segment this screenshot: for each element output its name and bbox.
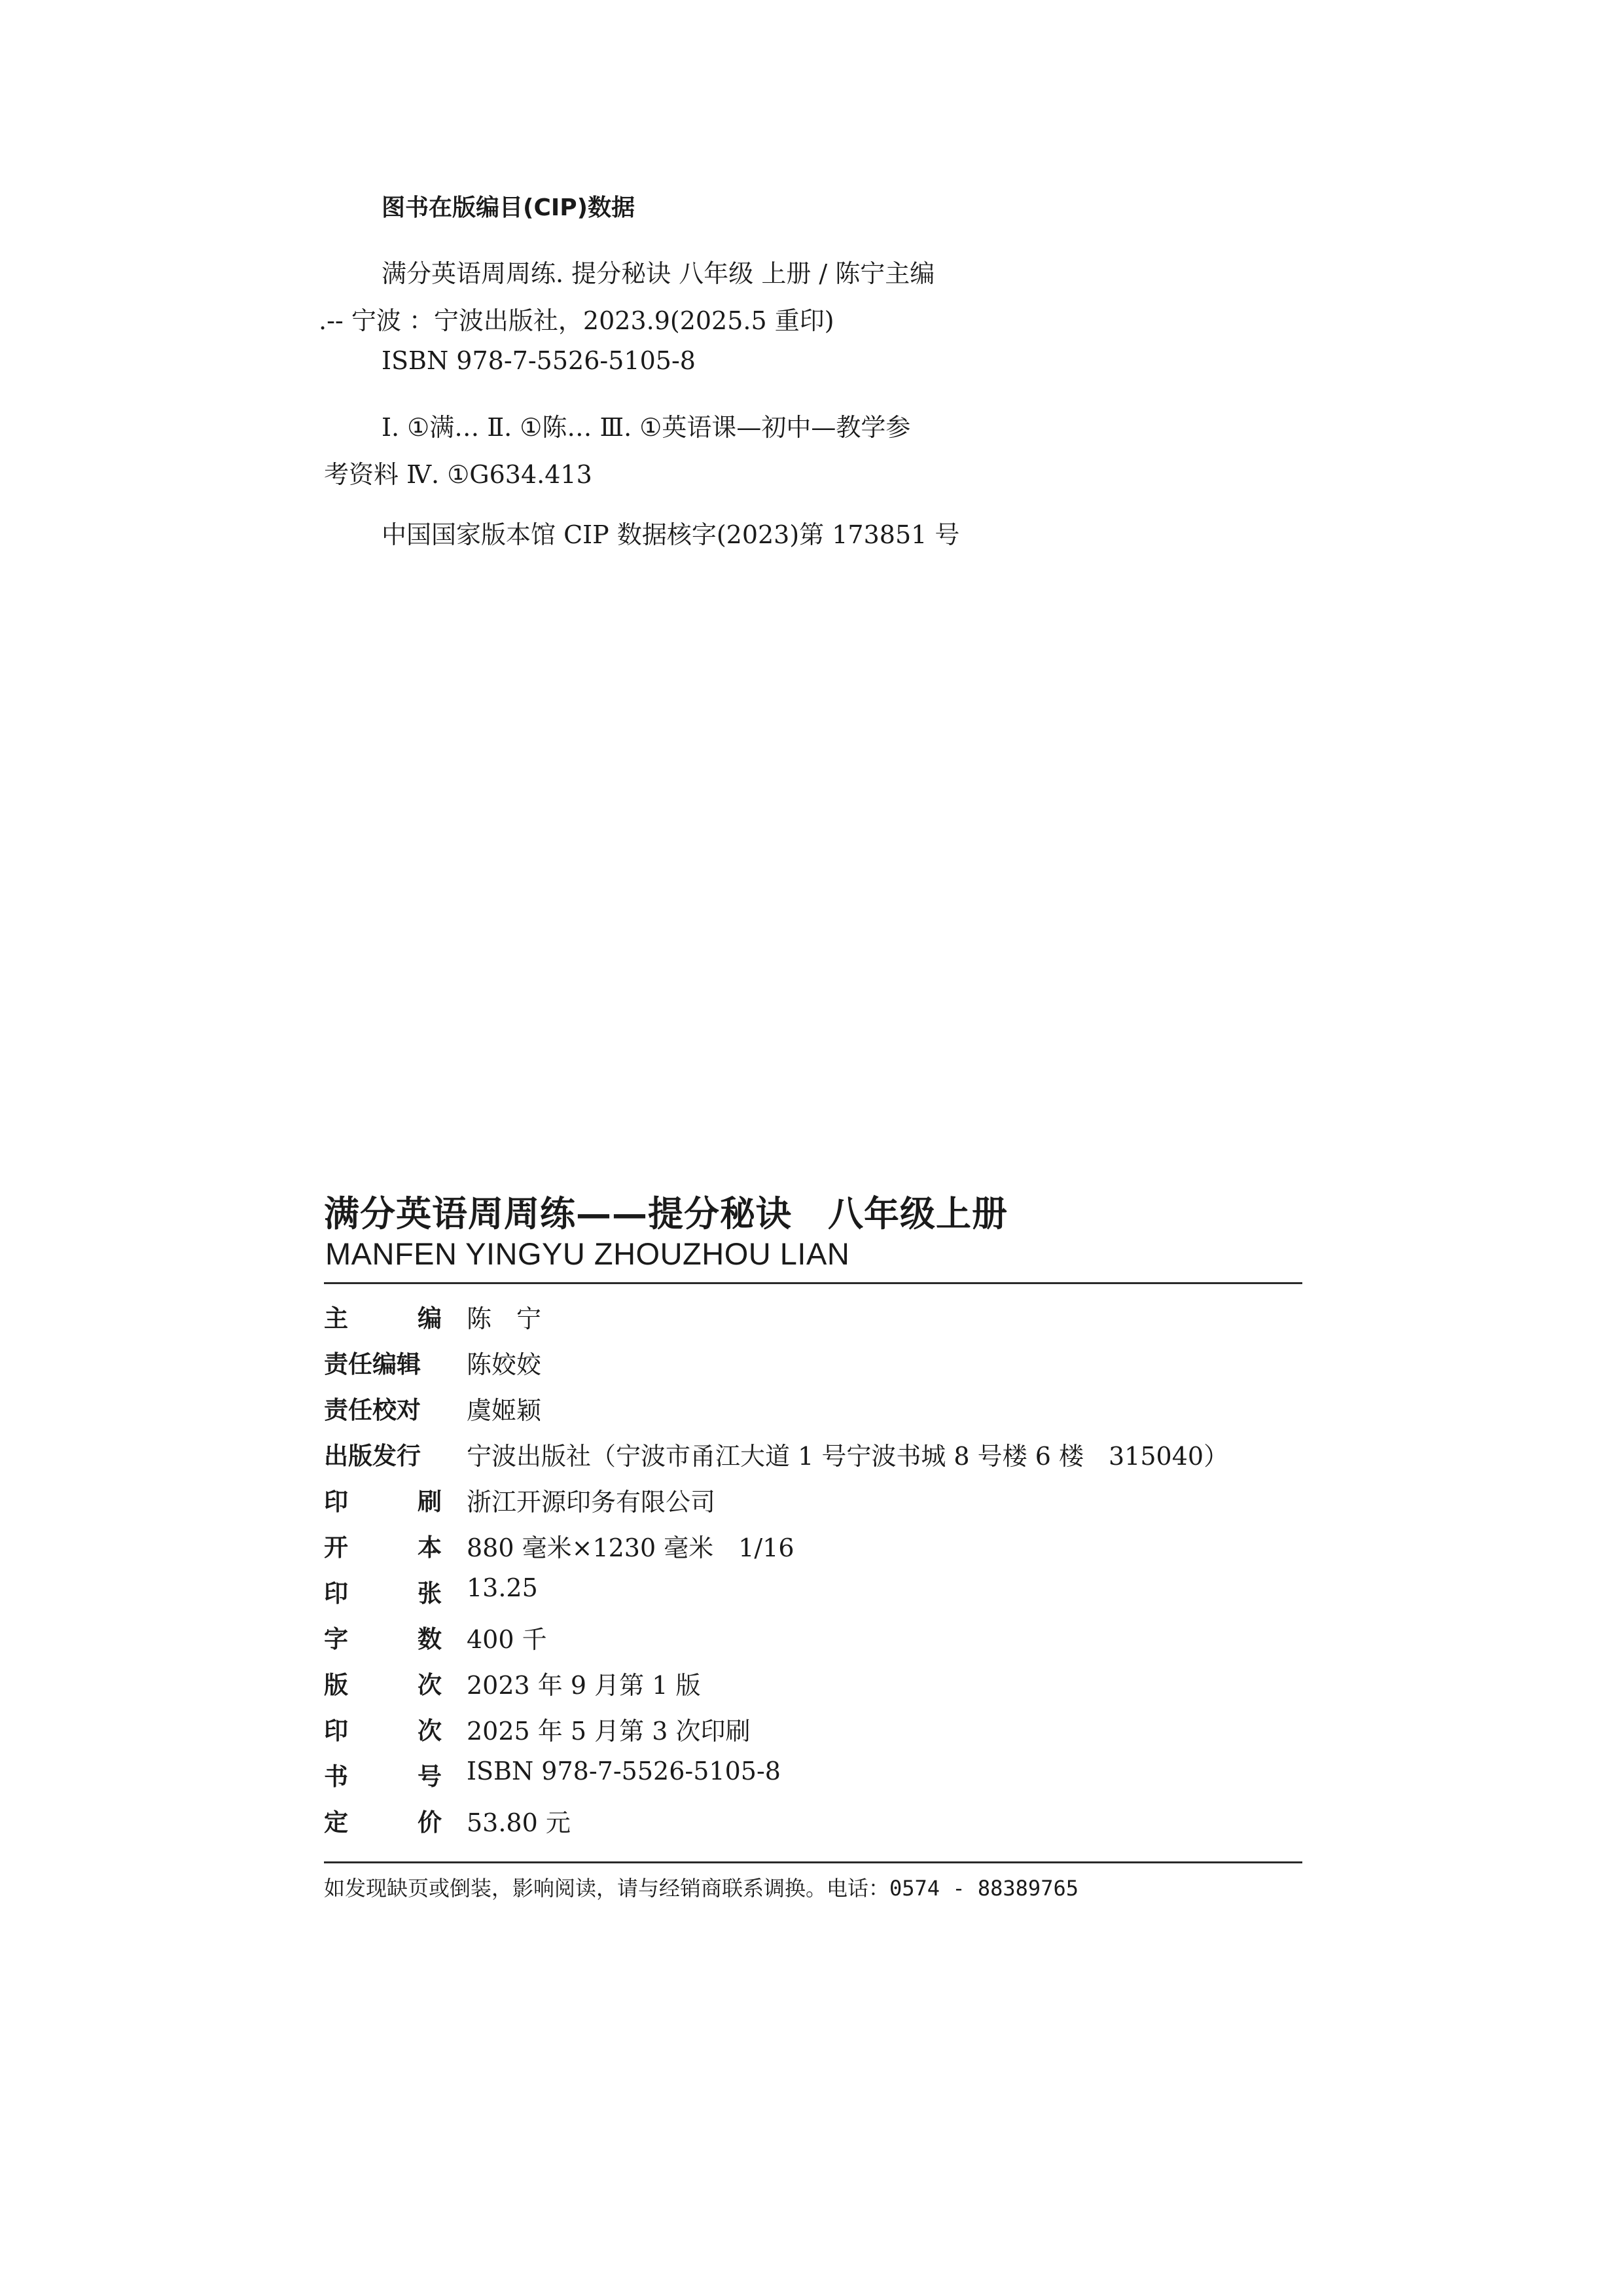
meta-value: 虞姬颖: [467, 1396, 542, 1425]
meta-label-text: 出版发行: [324, 1442, 421, 1470]
meta-value: 宁波出版社（宁波市甬江大道 1 号宁波书城 8 号楼 6 楼 315040）: [467, 1442, 1229, 1471]
meta-value: 880 毫米×1230 毫米 1/16: [467, 1534, 794, 1562]
meta-label-char: 本: [418, 1534, 442, 1562]
meta-label-char: 书: [324, 1763, 348, 1791]
meta-label-text: 责任校对: [324, 1396, 421, 1424]
cip-line-classification-cont: 考资料 Ⅳ. ①G634.413: [324, 460, 592, 489]
meta-value: 陈 宁: [467, 1304, 542, 1333]
meta-label-char: 印: [324, 1488, 348, 1516]
meta-label: [324, 1390, 442, 1426]
meta-label-text: 责任编辑: [324, 1350, 421, 1378]
cip-line-record-number: 中国国家版本馆 CIP 数据核字(2023)第 173851 号: [382, 520, 960, 549]
meta-label: [324, 1436, 442, 1471]
meta-value: 13.25: [467, 1573, 538, 1602]
meta-label: [324, 1299, 442, 1334]
cip-title: 图书在版编目(CIP)数据: [382, 194, 635, 221]
meta-label-char: 印: [324, 1717, 348, 1745]
meta-label-char: 价: [418, 1808, 442, 1837]
meta-label-char: 数: [418, 1625, 442, 1653]
meta-label-char: 编: [418, 1304, 442, 1333]
meta-label-char: 主: [324, 1304, 348, 1333]
meta-label: [324, 1619, 442, 1655]
meta-label: [324, 1757, 442, 1792]
meta-label-char: 版: [324, 1671, 348, 1699]
meta-label: [324, 1344, 442, 1380]
meta-value: 2025 年 5 月第 3 次印刷: [467, 1717, 751, 1746]
meta-value: 陈姣姣: [467, 1350, 542, 1379]
meta-label: [324, 1573, 442, 1609]
meta-value: ISBN 978-7-5526-5105-8: [467, 1757, 781, 1785]
book-pinyin-title: MANFEN YINGYU ZHOUZHOU LIAN: [325, 1236, 850, 1271]
cip-line-isbn: ISBN 978-7-5526-5105-8: [382, 346, 696, 375]
meta-label: [324, 1803, 442, 1838]
cip-line-classification: Ⅰ. ①满… Ⅱ. ①陈… Ⅲ. ①英语课—初中—教学参: [382, 413, 911, 442]
footer-note: 如发现缺页或倒装，影响阅读，请与经销商联系调换。电话：0574 - 88389765: [324, 1876, 1079, 1901]
meta-label: [324, 1482, 442, 1517]
meta-value: 53.80 元: [467, 1808, 571, 1837]
meta-label-char: 刷: [418, 1488, 442, 1516]
meta-label-char: 号: [418, 1763, 442, 1791]
meta-label: [324, 1665, 442, 1700]
meta-label-char: 定: [324, 1808, 348, 1837]
meta-value: 浙江开源印务有限公司: [467, 1488, 716, 1516]
meta-label: [324, 1711, 442, 1746]
meta-label-char: 开: [324, 1534, 348, 1562]
cip-line-book: 满分英语周周练. 提分秘诀 八年级 上册 / 陈宁主编: [382, 259, 935, 288]
meta-value: 400 千: [467, 1625, 547, 1654]
book-title: 满分英语周周练——提分秘诀 八年级上册: [324, 1193, 1008, 1234]
meta-label-char: 印: [324, 1579, 348, 1607]
meta-label-char: 张: [418, 1579, 442, 1607]
meta-value: 2023 年 9 月第 1 版: [467, 1671, 701, 1700]
meta-label-char: 次: [418, 1671, 442, 1699]
meta-label: [324, 1528, 442, 1563]
meta-label-char: 字: [324, 1625, 348, 1653]
divider-top: [324, 1282, 1302, 1284]
cip-line-publisher: .-- 宁波 ：宁波出版社，2023.9(2025.5 重印): [319, 306, 834, 335]
meta-label-char: 次: [418, 1717, 442, 1745]
divider-bottom: [324, 1861, 1302, 1863]
